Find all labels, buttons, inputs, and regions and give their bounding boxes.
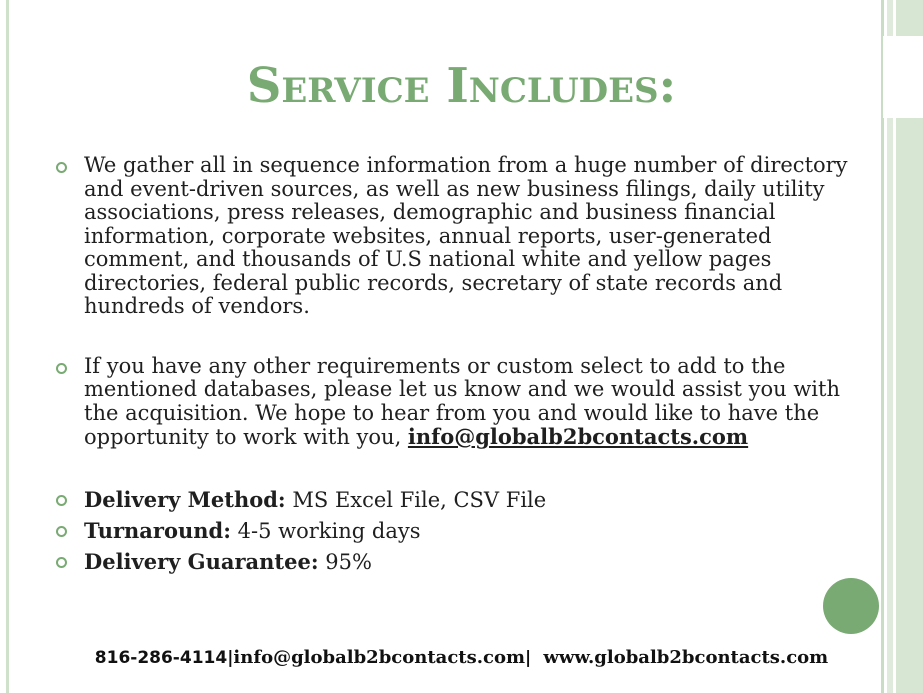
footer-phone: 816-286-4114 [94,648,228,668]
turnaround-label: Turnaround: [84,517,231,543]
email-link[interactable]: info@globalb2bcontacts.com [407,424,749,449]
delivery-method-label: Delivery Method: [84,486,286,512]
bullet-ring-icon [56,495,67,506]
footer-separator: | [227,648,234,668]
bullet-ring-icon [56,526,67,537]
bullet-item-turnaround [56,517,864,545]
bullet-text: If you have any other requirements or custom select to add to the mentioned databases, please let us know and we would assist you with the acquisition. We hope to hear from you and would like to have the opportunity to work with you, [84,353,840,449]
slide-title: Service Includes: [246,58,677,114]
bullet-item-sources [56,154,864,319]
bullet-text: We gather all in sequence information from a huge number of directory and event-driven sources, as well as new business filings, daily utility associations, press releases, demographic and business financial information, corporate websites, annual reports, user-generated comment, and thousands of U.S national white and yellow pages directories, federal public records, secretary of state records and hundreds of vendors. [84,153,848,318]
footer-email[interactable]: info@globalb2bcontacts.com [233,647,526,668]
footer-separator: | [525,648,532,668]
bullet-item-delivery-method [56,486,864,514]
footer-website[interactable]: www.globalb2bcontacts.com [543,647,829,668]
decorative-circle [823,578,879,634]
bullet-ring-icon [56,557,67,568]
guarantee-label: Delivery Guarantee: [84,548,319,574]
bullet-ring-icon [56,162,67,173]
delivery-method-value: MS Excel File, CSV File [292,487,547,512]
guarantee-value: 95% [325,549,372,574]
turnaround-value: 4-5 working days [237,518,421,543]
footer-contact [0,646,923,668]
bullet-ring-icon [56,363,67,374]
bullet-item-requirements [56,355,864,450]
bullet-item-guarantee [56,548,864,576]
bullet-list [56,154,864,576]
